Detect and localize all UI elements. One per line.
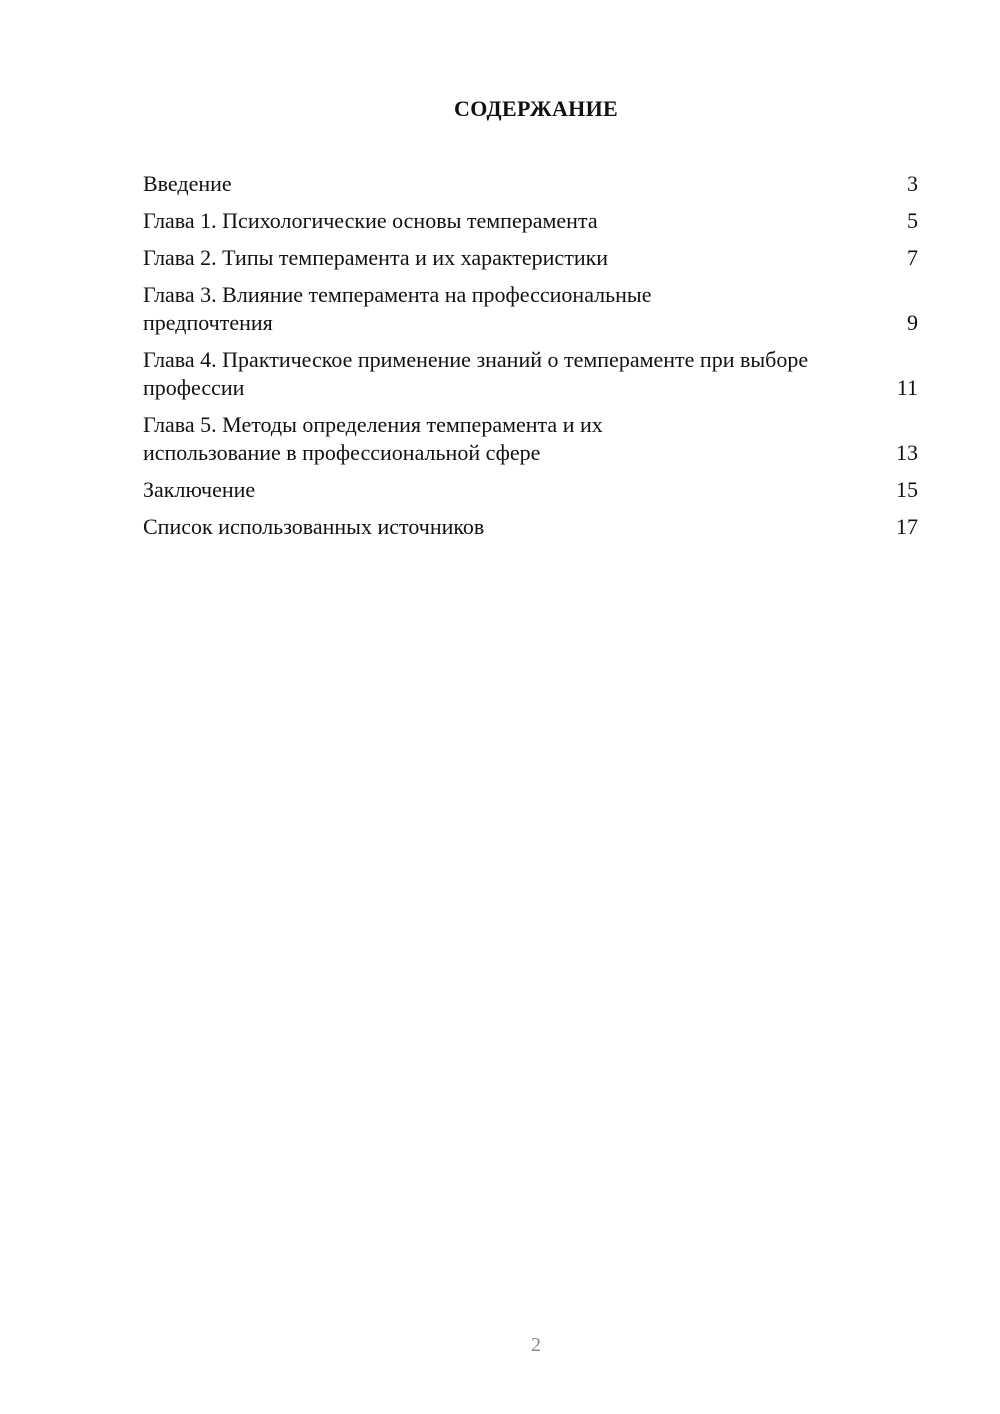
table-of-contents [143, 170, 918, 550]
toc-entry [143, 244, 918, 272]
toc-entry-label: Глава 1. Психологические основы темперамента [143, 208, 598, 233]
toc-entry-page: 15 [896, 477, 918, 502]
toc-entry-label: Глава 2. Типы темперамента и их характеристики [143, 245, 609, 270]
page-title: СОДЕРЖАНИЕ [454, 96, 618, 121]
toc-entry-label: Заключение [143, 477, 256, 502]
toc-entry [143, 170, 918, 198]
toc-entry [143, 346, 918, 402]
toc-entry-page: 9 [907, 310, 918, 335]
page-number: 2 [531, 1334, 541, 1356]
toc-entry-page: 11 [896, 375, 918, 400]
toc-entry-page: 7 [907, 245, 918, 270]
toc-entry [143, 513, 918, 541]
toc-entry-label: Введение [143, 171, 232, 196]
toc-entry [143, 476, 918, 504]
toc-entry-page: 13 [896, 440, 918, 465]
toc-entry-page: 5 [907, 208, 918, 233]
toc-entry-page: 3 [907, 171, 918, 196]
toc-entry-label: Глава 3. Влияние темперамента на профессиональные предпочтения [143, 282, 652, 335]
toc-entry-label: Список использованных источников [143, 514, 485, 539]
toc-entry [143, 411, 918, 467]
toc-entry-label: Глава 4. Практическое применение знаний о темпераменте при выборе профессии [143, 347, 809, 400]
toc-entry [143, 207, 918, 235]
toc-entry [143, 281, 918, 337]
toc-entry-label: Глава 5. Методы определения темперамента и их использование в профессиональной сфере [143, 412, 603, 465]
toc-entry-page: 17 [896, 514, 918, 539]
